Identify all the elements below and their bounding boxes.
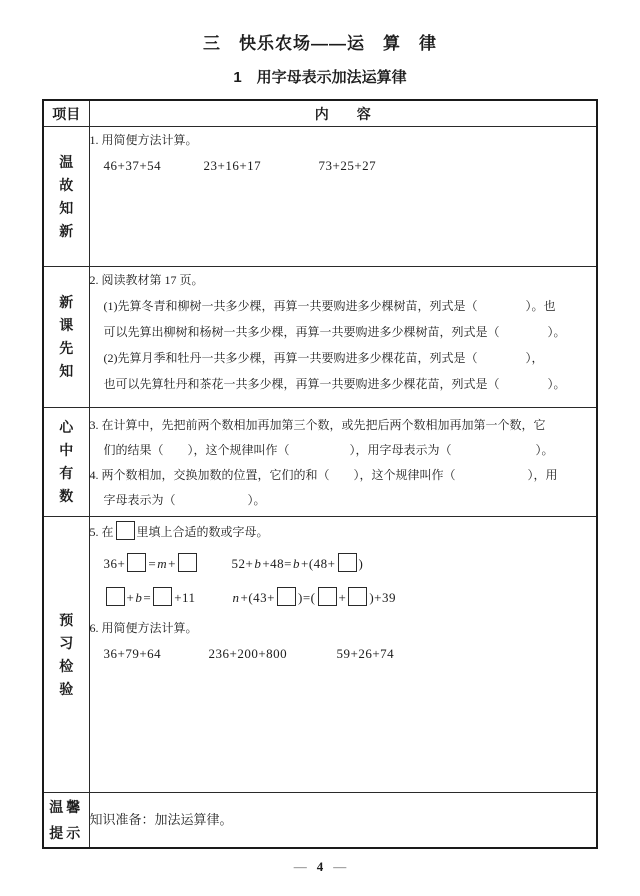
q5-eq-row-2 bbox=[90, 581, 597, 615]
q2-label: 2. 阅读教材第 17 页。 bbox=[89, 273, 204, 287]
row-practice bbox=[43, 517, 597, 793]
row-content-practice bbox=[89, 517, 597, 793]
q2-line-2: 可以先算出柳树和杨树一共多少棵，再算一共要购进多少棵树苗，列式是（ ）。 bbox=[103, 325, 566, 339]
q6-label: 6. 用简便方法计算。 bbox=[89, 621, 198, 635]
q6-expr-1: 36+79+64 bbox=[103, 646, 162, 661]
q5-eq-1a: 36+ =m+ bbox=[104, 547, 232, 581]
row-label-cell-key-points bbox=[43, 408, 89, 517]
q2-line-3: (2)先算月季和牡丹一共多少棵，再算一共要购进多少棵花苗，列式是（ ）， bbox=[103, 351, 544, 365]
tips-content: 知识准备：加法运算律。 bbox=[89, 811, 233, 827]
q5-eq-row-1 bbox=[90, 547, 597, 581]
q4-line-2: 字母表示为（ ）。 bbox=[103, 493, 266, 507]
answer-box bbox=[116, 521, 135, 540]
q6-expr-3: 59+26+74 bbox=[336, 646, 395, 661]
q1-expr-2: 23+16+17 bbox=[203, 158, 262, 173]
table-header-row bbox=[43, 100, 597, 127]
answer-box bbox=[348, 587, 367, 606]
q6-expressions bbox=[90, 641, 597, 667]
row-label-tips: 温馨提示 bbox=[49, 798, 84, 841]
answer-box bbox=[106, 587, 125, 606]
q6-expr-2: 236+200+800 bbox=[208, 646, 288, 661]
answer-box bbox=[178, 553, 197, 572]
q5-eq-2a: +b= +11 bbox=[104, 581, 232, 615]
row-label-cell-preview bbox=[43, 267, 89, 408]
page-title: 三 快乐农场——运 算 律 bbox=[203, 34, 437, 53]
answer-box bbox=[277, 587, 296, 606]
q2-line-1: (1)先算冬青和柳树一共多少棵，再算一共要购进多少棵树苗，列式是（ ）。也 bbox=[103, 299, 556, 313]
q2-line-4: 也可以先算牡丹和茶花一共多少棵，再算一共要购进多少棵花苗，列式是（ ）。 bbox=[103, 377, 566, 391]
header-content-col: 内 容 bbox=[89, 100, 597, 127]
row-preview bbox=[43, 267, 597, 408]
q3-line-2: 们的结果（ ），这个规律叫作（ ），用字母表示为（ ）。 bbox=[103, 443, 554, 457]
q1-expr-3: 73+25+27 bbox=[318, 158, 377, 173]
q5-eq-1b: 52+b+48=b+(48+ ) bbox=[232, 547, 364, 581]
row-label-preview: 新课先知 bbox=[59, 294, 74, 379]
row-label-practice: 预习检验 bbox=[59, 611, 74, 697]
row-content-review bbox=[89, 127, 597, 267]
q5-eq-2b: n+(43+ )=( + )+39 bbox=[232, 581, 397, 615]
row-content-tips bbox=[89, 793, 597, 848]
q1-label: 1. 用简便方法计算。 bbox=[89, 133, 198, 147]
row-content-key-points bbox=[89, 408, 597, 517]
row-label-cell-review bbox=[43, 127, 89, 267]
q3-line-1: 3. 在计算中，先把前两个数相加再加第三个数，或先把后两个数相加再加第一个数，它 bbox=[89, 418, 546, 432]
q5-label: 5. 在 里填上合适的数或字母。 bbox=[90, 517, 597, 547]
answer-box bbox=[318, 587, 337, 606]
q4-line-1: 4. 两个数相加，交换加数的位置，它们的和（ ），这个规律叫作（ ），用 bbox=[89, 468, 558, 482]
row-content-preview bbox=[89, 267, 597, 408]
row-review bbox=[43, 127, 597, 267]
answer-box bbox=[127, 553, 146, 572]
row-label-cell-tips bbox=[43, 793, 89, 848]
page-footer bbox=[0, 859, 640, 875]
footer-dash-left: — bbox=[293, 858, 307, 874]
answer-box bbox=[338, 553, 357, 572]
header-item-col: 项目 bbox=[43, 100, 89, 127]
row-tips bbox=[43, 793, 597, 848]
page-number: 4 bbox=[316, 858, 324, 874]
footer-dash-right: — bbox=[333, 858, 347, 874]
page-subtitle: 1 用字母表示加法运算律 bbox=[233, 69, 407, 86]
worksheet-table bbox=[42, 99, 598, 849]
row-label-key-points: 心中有数 bbox=[59, 419, 74, 504]
answer-box bbox=[153, 587, 172, 606]
q1-expr-1: 46+37+54 bbox=[103, 158, 162, 173]
row-key-points bbox=[43, 408, 597, 517]
q1-expressions bbox=[90, 153, 597, 179]
row-label-cell-practice bbox=[43, 517, 89, 793]
row-label-review: 温故知新 bbox=[59, 153, 74, 239]
